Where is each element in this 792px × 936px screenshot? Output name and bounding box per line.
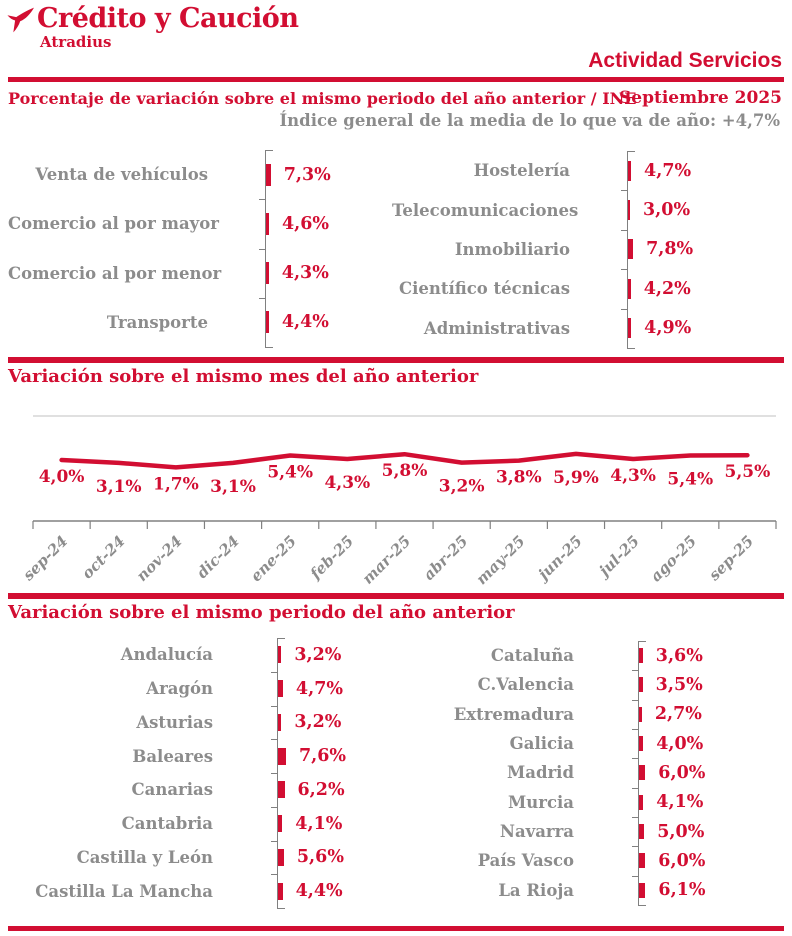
- bar: [278, 849, 284, 866]
- page-title: Actividad Servicios: [588, 49, 782, 72]
- axis-tick: [621, 309, 627, 310]
- category-label: Aragón: [146, 679, 213, 699]
- category-label: C.Valencia: [477, 675, 574, 695]
- value-label: 7,8%: [646, 239, 694, 260]
- axis-tick: [621, 230, 627, 231]
- sectors-bars-left: [8, 150, 388, 347]
- sectors-bars-right: [392, 151, 788, 348]
- category-label: Hostelería: [473, 161, 570, 181]
- period-label: Septiembre 2025: [619, 88, 782, 108]
- month-label: jun-25: [534, 532, 586, 584]
- axis-tick: [271, 739, 277, 740]
- data-label: 4,3%: [610, 466, 656, 487]
- data-label: 5,4%: [267, 462, 314, 483]
- axis-tick: [638, 641, 646, 642]
- bar-row: [392, 846, 788, 875]
- month-label: oct-24: [78, 532, 129, 583]
- value-label: 4,6%: [281, 213, 330, 234]
- regions-bars-right: [392, 641, 788, 905]
- bar-row: [8, 672, 388, 706]
- data-label: 3,2%: [438, 476, 485, 497]
- section-divider: [8, 357, 784, 363]
- value-label: 6,0%: [658, 762, 706, 783]
- bar-row: [8, 773, 388, 807]
- bar: [639, 677, 643, 692]
- value-label: 4,9%: [644, 318, 692, 339]
- axis-tick: [271, 773, 277, 774]
- axis-tick: [632, 876, 638, 877]
- value-label: 4,2%: [643, 278, 691, 299]
- data-label: 5,9%: [553, 467, 599, 488]
- bar: [266, 262, 269, 284]
- month-label: jul-25: [595, 532, 643, 580]
- atradius-bird-icon: [6, 7, 36, 33]
- value-label: 6,0%: [658, 850, 706, 871]
- category-label: Galicia: [509, 734, 574, 754]
- bar-row: [392, 788, 788, 817]
- axis-tick: [632, 758, 638, 759]
- category-label: Científico técnicas: [398, 279, 570, 299]
- data-label: 4,0%: [38, 467, 85, 487]
- section-divider: [8, 593, 784, 599]
- data-label: 5,8%: [381, 461, 428, 482]
- bar: [628, 161, 631, 181]
- axis-tick: [632, 729, 638, 730]
- category-label: Transporte: [106, 312, 208, 332]
- brand-subtitle: Atradius: [40, 33, 112, 51]
- category-label: Comercio al por menor: [8, 263, 222, 283]
- value-label: 3,5%: [655, 674, 703, 695]
- value-label: 7,3%: [283, 164, 331, 185]
- value-label: 3,2%: [294, 644, 342, 665]
- bar: [628, 200, 630, 220]
- bar: [639, 765, 645, 780]
- category-label: Inmobiliario: [454, 239, 570, 259]
- bar: [278, 714, 281, 731]
- regions-bars-left: [8, 638, 388, 908]
- bar: [628, 279, 631, 299]
- data-label: 3,1%: [95, 476, 142, 497]
- axis-tick: [627, 348, 635, 349]
- bar-row: [392, 309, 788, 348]
- bar-row: [8, 874, 388, 908]
- regions-section-title: Variación sobre el mismo periodo del año anterior: [8, 602, 515, 623]
- month-label: abr-25: [419, 532, 472, 584]
- category-label: Cataluña: [490, 646, 574, 666]
- axis-tick: [632, 670, 638, 671]
- axis-tick: [271, 807, 277, 808]
- data-label: 4,3%: [324, 473, 371, 494]
- category-label: Madrid: [507, 763, 574, 783]
- axis-tick: [277, 638, 285, 639]
- bar-row: [8, 638, 388, 672]
- bar: [266, 164, 271, 186]
- category-axis: [638, 641, 639, 905]
- bar-row: [392, 670, 788, 699]
- axis-tick: [632, 817, 638, 818]
- bar-row: [8, 199, 388, 248]
- value-label: 4,1%: [295, 813, 343, 834]
- bar: [266, 213, 269, 235]
- data-label: 5,4%: [667, 469, 714, 490]
- bar-row: [8, 739, 388, 773]
- value-label: 4,4%: [281, 312, 329, 333]
- value-label: 3,6%: [655, 645, 703, 666]
- category-label: Cantabria: [121, 814, 213, 834]
- month-label: may-25: [472, 532, 529, 589]
- axis-tick: [621, 269, 627, 270]
- bar-row: [8, 150, 388, 199]
- axis-tick: [265, 347, 273, 348]
- axis-tick: [632, 846, 638, 847]
- header-divider: [8, 77, 784, 82]
- category-label: Asturias: [136, 712, 213, 732]
- value-label: 7,6%: [298, 746, 347, 767]
- bar: [628, 318, 631, 338]
- value-label: 4,0%: [656, 733, 704, 754]
- bar-row: [8, 249, 388, 298]
- category-label: Telecomunicaciones: [392, 200, 579, 220]
- axis-tick: [265, 150, 273, 151]
- axis-tick: [638, 905, 646, 906]
- bar: [639, 736, 643, 751]
- monthly-line-chart: [8, 398, 784, 598]
- bar-row: [8, 706, 388, 740]
- data-label: 5,5%: [724, 462, 771, 483]
- category-label: País Vasco: [477, 851, 574, 871]
- category-label: Venta de vehículos: [35, 165, 208, 185]
- bar: [278, 815, 282, 832]
- value-label: 3,2%: [294, 712, 342, 733]
- category-label: Murcia: [508, 792, 574, 812]
- category-label: Andalucía: [120, 645, 213, 665]
- bar: [639, 795, 643, 810]
- value-label: 6,2%: [297, 779, 345, 800]
- value-label: 2,7%: [654, 704, 702, 725]
- month-label: sep-24: [19, 532, 72, 585]
- bar: [278, 883, 283, 900]
- axis-tick: [627, 151, 635, 152]
- bar-row: [8, 807, 388, 841]
- bar-row: [392, 269, 788, 308]
- axis-tick: [259, 298, 265, 299]
- bar-row: [392, 230, 788, 269]
- bar: [628, 239, 633, 259]
- footer-divider: [8, 926, 784, 931]
- value-label: 5,0%: [657, 821, 705, 842]
- category-axis: [627, 151, 628, 348]
- axis-tick: [632, 700, 638, 701]
- axis-tick: [271, 874, 277, 875]
- bar: [278, 680, 283, 697]
- bar-row: [392, 729, 788, 758]
- value-label: 4,1%: [656, 792, 704, 813]
- bar-row: [392, 700, 788, 729]
- axis-tick: [621, 190, 627, 191]
- chart-source-subtitle: Porcentaje de variación sobre el mismo periodo del año anterior / INE: [8, 89, 637, 108]
- month-label: feb-25: [306, 532, 358, 583]
- axis-tick: [259, 199, 265, 200]
- axis-tick: [271, 672, 277, 673]
- category-label: Castilla y León: [76, 847, 213, 867]
- category-axis: [277, 638, 278, 908]
- category-label: Extremadura: [453, 704, 574, 724]
- axis-tick: [271, 841, 277, 842]
- axis-tick: [259, 249, 265, 250]
- category-label: Castilla La Mancha: [35, 881, 213, 901]
- data-label: 3,1%: [210, 476, 256, 497]
- bar: [639, 648, 643, 663]
- data-label: 3,8%: [495, 467, 542, 488]
- category-label: Baleares: [132, 746, 213, 766]
- value-label: 5,6%: [296, 847, 344, 868]
- month-label: dic-24: [193, 532, 243, 582]
- brand-name: Crédito y Caución: [37, 3, 299, 34]
- category-label: Canarias: [131, 780, 213, 800]
- data-label: 1,7%: [153, 474, 199, 495]
- bar: [639, 883, 645, 898]
- axis-tick: [277, 908, 285, 909]
- bar-row: [392, 758, 788, 787]
- bar-row: [8, 298, 388, 347]
- month-label: sep-25: [705, 532, 758, 585]
- bar: [266, 311, 269, 333]
- month-label: nov-24: [132, 532, 186, 585]
- bar: [278, 781, 285, 798]
- month-label: ago-25: [646, 532, 701, 586]
- month-label: mar-25: [358, 532, 415, 588]
- bar: [639, 824, 644, 839]
- bar-row: [392, 641, 788, 670]
- value-label: 4,7%: [295, 678, 343, 699]
- category-label: La Rioja: [498, 880, 574, 900]
- category-axis: [265, 150, 266, 347]
- category-label: Comercio al por mayor: [8, 214, 219, 234]
- bar: [278, 748, 286, 765]
- category-label: Navarra: [499, 822, 574, 842]
- axis-tick: [271, 706, 277, 707]
- bar: [278, 646, 281, 663]
- monthly-section-title: Variación sobre el mismo mes del año anterior: [8, 366, 479, 387]
- value-label: 6,1%: [658, 880, 706, 901]
- bar-row: [392, 190, 788, 229]
- bar-row: [8, 841, 388, 875]
- value-label: 4,4%: [295, 881, 343, 902]
- bar: [639, 853, 645, 868]
- value-label: 4,3%: [281, 263, 329, 284]
- general-index-note: Índice general de la media de lo que va de año: +4,7%: [279, 111, 780, 130]
- category-label: Administrativas: [423, 318, 570, 338]
- value-label: 4,7%: [644, 160, 692, 181]
- axis-tick: [632, 788, 638, 789]
- bar-row: [392, 876, 788, 905]
- bar-row: [392, 151, 788, 190]
- month-label: ene-25: [246, 532, 301, 586]
- bar-row: [392, 817, 788, 846]
- value-label: 3,0%: [643, 200, 691, 221]
- bar: [639, 707, 642, 722]
